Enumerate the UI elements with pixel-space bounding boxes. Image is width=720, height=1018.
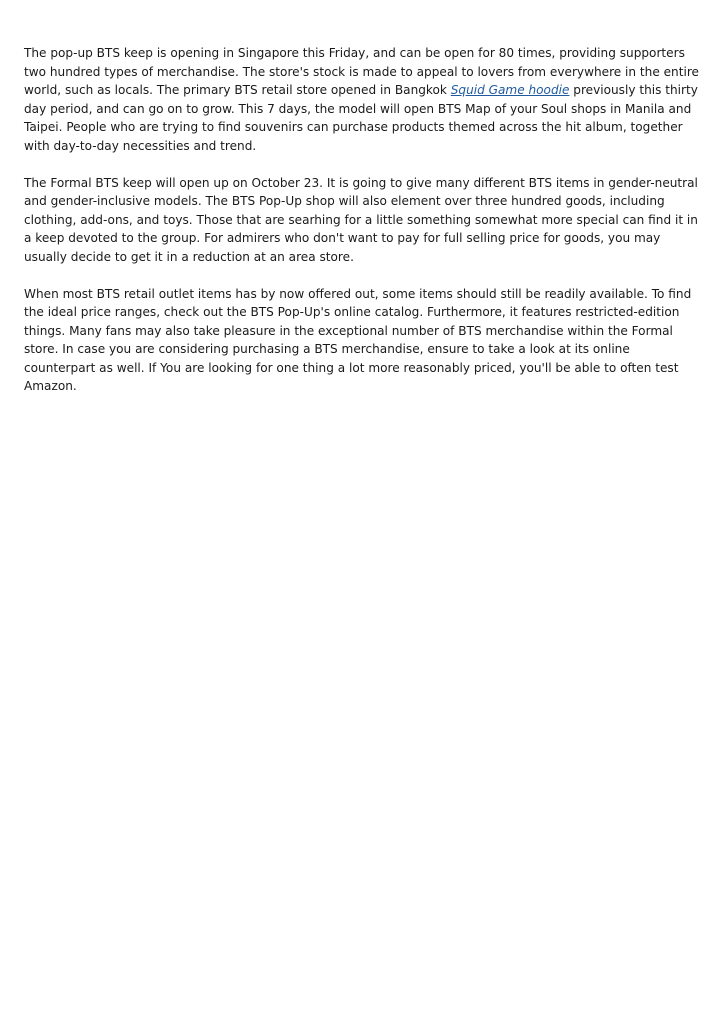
squid-game-hoodie-link[interactable]: Squid Game hoodie <box>450 83 570 97</box>
paragraph-1-text-end: previously this thirty day period, and can go on to grow. This 7 days, the model will open BTS Map of your Soul shops in Manila and Taipei. People who are trying to find souvenirs can purchase products themed across the hit album, together with day-to-day necessities and trend. <box>24 83 698 153</box>
document-body <box>24 44 700 414</box>
paragraph-1-text-start: The pop-up BTS keep is opening in Singapore this Friday, and can be open for 80 times, providing supporters two hundred types of merchandise. The store's stock is made to appeal to lovers from everywhere in the entire world, such as locals. The primary BTS retail store opened in Bangkok <box>24 46 699 97</box>
paragraph-2: The Formal BTS keep will open up on October 23. It is going to give many different BTS items in gender-neutral and gender-inclusive models. The BTS Pop-Up shop will also element over three hundred goods, including clothing, add-ons, and toys. Those that are searhing for a little something somewhat more special can find it in a keep devoted to the group. For admirers who don't want to pay for full selling price for goods, you may usually decide to get it in a reduction at an area store. <box>24 175 698 264</box>
paragraph-1 <box>24 44 700 155</box>
paragraph-3: When most BTS retail outlet items has by now offered out, some items should still be readily available. To find the ideal price ranges, check out the BTS Pop-Up's online catalog. Furthermore, it features restricted-edition things. Many fans may also take pleasure in the exceptional number of BTS merchandise within the Formal store. In case you are considering purchasing a BTS merchandise, ensure to take a look at its online counterpart as well. If You are looking for one thing a lot more reasonably priced, you'll be able to often test Amazon. <box>24 286 692 393</box>
